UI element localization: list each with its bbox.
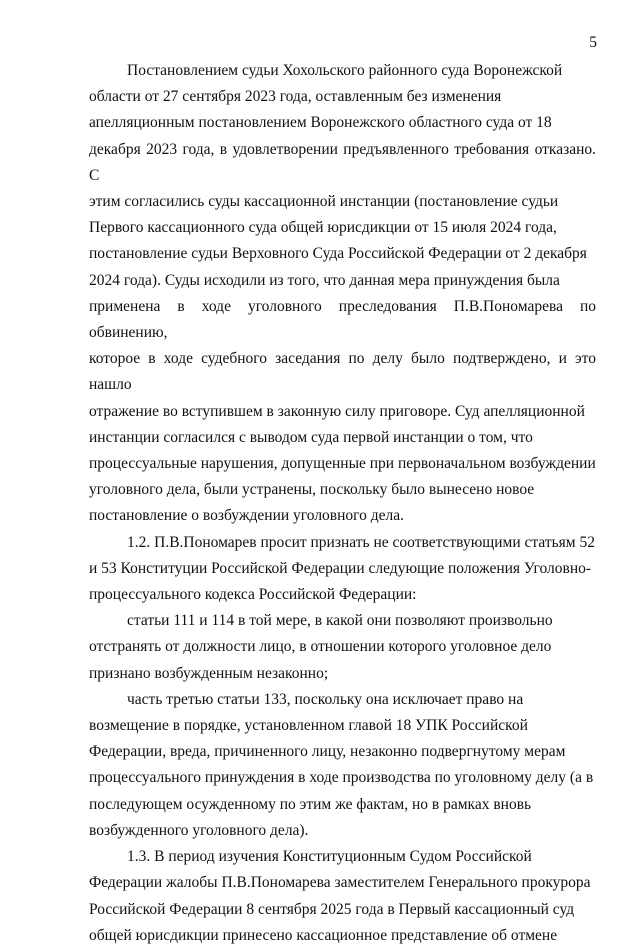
paragraph-article-133: часть третью статьи 133, поскольку она исключает право на возмещение в порядке, установленном главой 18 УПК Российской Федерации, вреда, причиненного лицу, незаконно подвергнутому мерам процессуального принуждения в ходе производства по уголовному делу (а в последующем осужденному по этим же фактам, но в рамках вновь возбужденного уголовного дела).: [89, 690, 594, 839]
document-body: [89, 58, 596, 949]
paragraph-ruling-summary: Постановлением судьи Хохольского районного суда Воронежской области от 27 сентября 2023 года, оставленным без изменения апелляционным постановлением Воронежского областного суда от 18 декабря 2023 года, в удовлетворении предъявленного требования отказано. С этим согласились суды кассационной инстанции (постановление судьи Первого кассационного суда общей юрисдикции от 15 июля 2024 года, постановление судьи Верховного Суда Российской Федерации от 2 декабря 2024 года). Суды исходили из того, что данная мера принуждения была применена в ходе уголовного преследования П.В.Пономарева по обвинению, которое в ходе судебного заседания по делу было подтверждено, и это нашло отражение во вступившем в законную силу приговоре. Суд апелляционной инстанции согласился с выводом суда первой инстанции о том, что процессуальные нарушения, допущенные при первоначальном возбуждении уголовного дела, были устранены, поскольку было вынесено новое постановление о возбуждении уголовного дела.: [89, 62, 596, 525]
page-number: 5: [589, 34, 597, 51]
paragraph-1-3-cassation: 1.3. В период изучения Конституционным Судом Российской Федерации жалобы П.В.Пономарева заместителем Генерального прокурора Российской Федерации 8 сентября 2025 года в Первый кассационный суд общей юрисдикции принесено кассационное представление об отмене: [89, 848, 591, 944]
paragraph-articles-111-114: статьи 111 и 114 в той мере, в какой они позволяют произвольно отстранять от должности лицо, в отношении которого уголовное дело признано возбужденным незаконно;: [89, 612, 553, 682]
paragraph-1-2-request: 1.2. П.В.Пономарев просит признать не соответствующими статьям 52 и 53 Конституции Российской Федерации следующие положения Уголовно- процессуального кодекса Российской Федерации:: [89, 533, 595, 604]
